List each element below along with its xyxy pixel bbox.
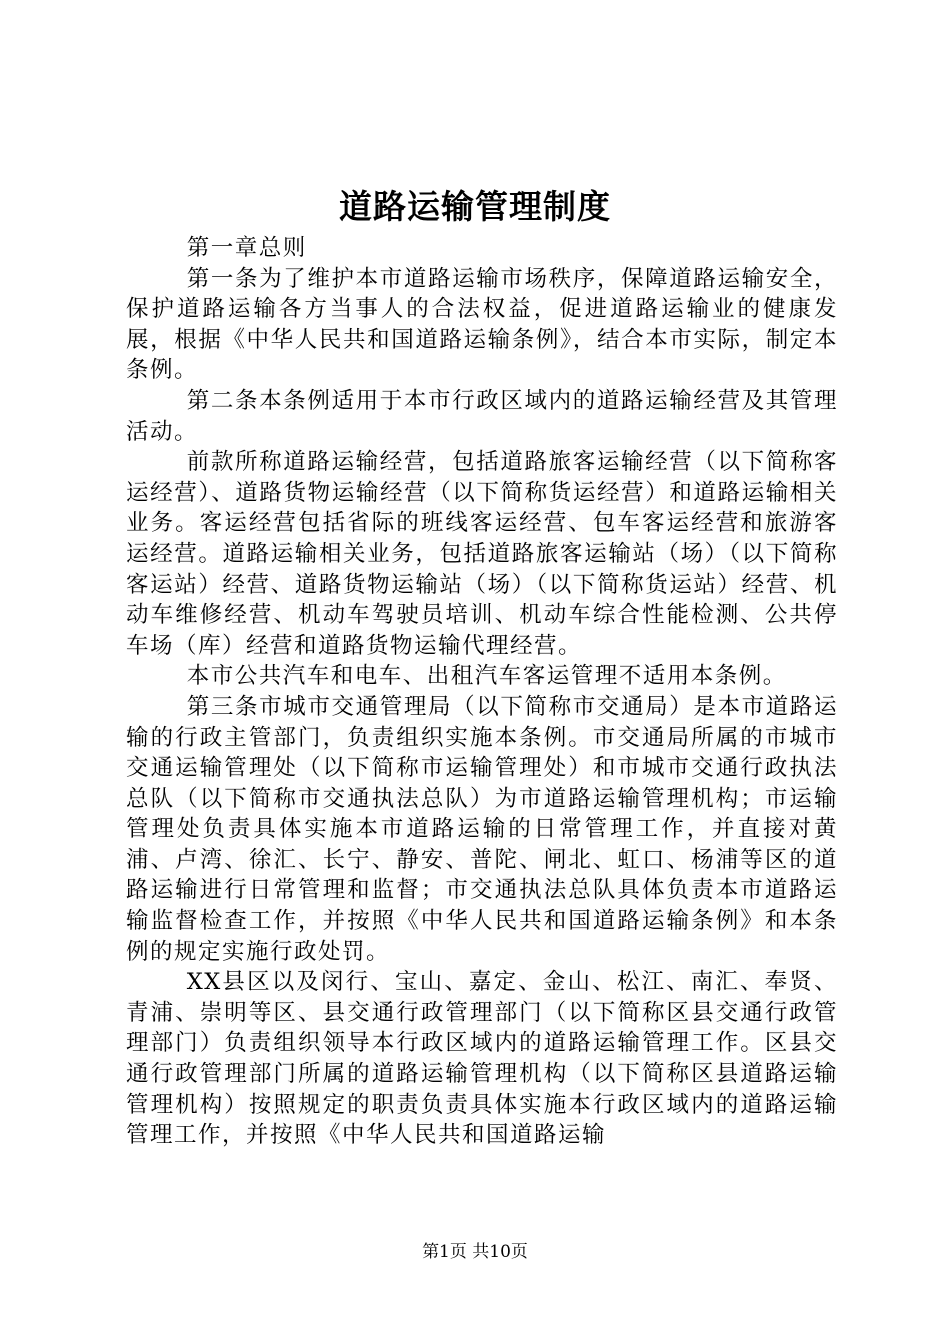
chapter-heading: 第一章总则 <box>186 235 307 261</box>
article-1-paragraph: 第一条为了维护本市道路运输市场秩序，保障道路运输安全，保护道路运输各方当事人的合法权益，促进道路运输业的健康发展，根据《中华人民共和国道路运输条例》，结合本市实际，制定本条例。 <box>126 265 838 384</box>
article-2-exclusion-paragraph: 本市公共汽车和电车、出租汽车客运管理不适用本条例。 <box>186 663 787 690</box>
article-3-paragraph: 第三条市城市交通管理局（以下简称市交通局）是本市道路运输的行政主管部门，负责组织实施本条例。市交通局所属的市城市交通运输管理处（以下简称市运输管理处）和市城市交通行政执法总队（以下简称市交通执法总队）为市道路运输管理机构；市运输管理处负责具体实施本市道路运输的日常管理工作，并直接对黄浦、卢湾、徐汇、长宁、静安、普陀、闸北、虹口、杨浦等区的道路运输进行日常管理和监督；市交通执法总队具体负责本市道路运输监督检查工作，并按照《中华人民共和国道路运输条例》和本条例的规定实施行政处罚。 <box>126 693 838 965</box>
article-2-paragraph: 第二条本条例适用于本市行政区域内的道路运输经营及其管理活动。 <box>126 387 838 445</box>
page-number-footer: 第1页 共10页 <box>422 1242 528 1262</box>
article-3-district-paragraph: XX县区以及闵行、宝山、嘉定、金山、松江、南汇、奉贤、青浦、崇明等区、县交通行政管理部门（以下简称区县交通行政管理部门）负责组织领导本行政区域内的道路运输管理工作。区县交通行政管理部门所属的道路运输管理机构（以下简称区县道路运输管理机构）按照规定的职责负责具体实施本行政区域内的道路运输管理工作，并按照《中华人民共和国道路运输 <box>126 969 838 1149</box>
document-title: 道路运输管理制度 <box>339 187 611 226</box>
document-body <box>126 233 838 1151</box>
article-2-definition-paragraph: 前款所称道路运输经营，包括道路旅客运输经营（以下简称客运经营）、道路货物运输经营（以下简称货运经营）和道路运输相关业务。客运经营包括省际的班线客运经营、包车客运经营和旅游客运经营。道路运输相关业务，包括道路旅客运输站（场）（以下简称客运站）经营、道路货物运输站（场）（以下简称货运站）经营、机动车维修经营、机动车驾驶员培训、机动车综合性能检测、公共停车场（库）经营和道路货物运输代理经营。 <box>126 449 838 659</box>
